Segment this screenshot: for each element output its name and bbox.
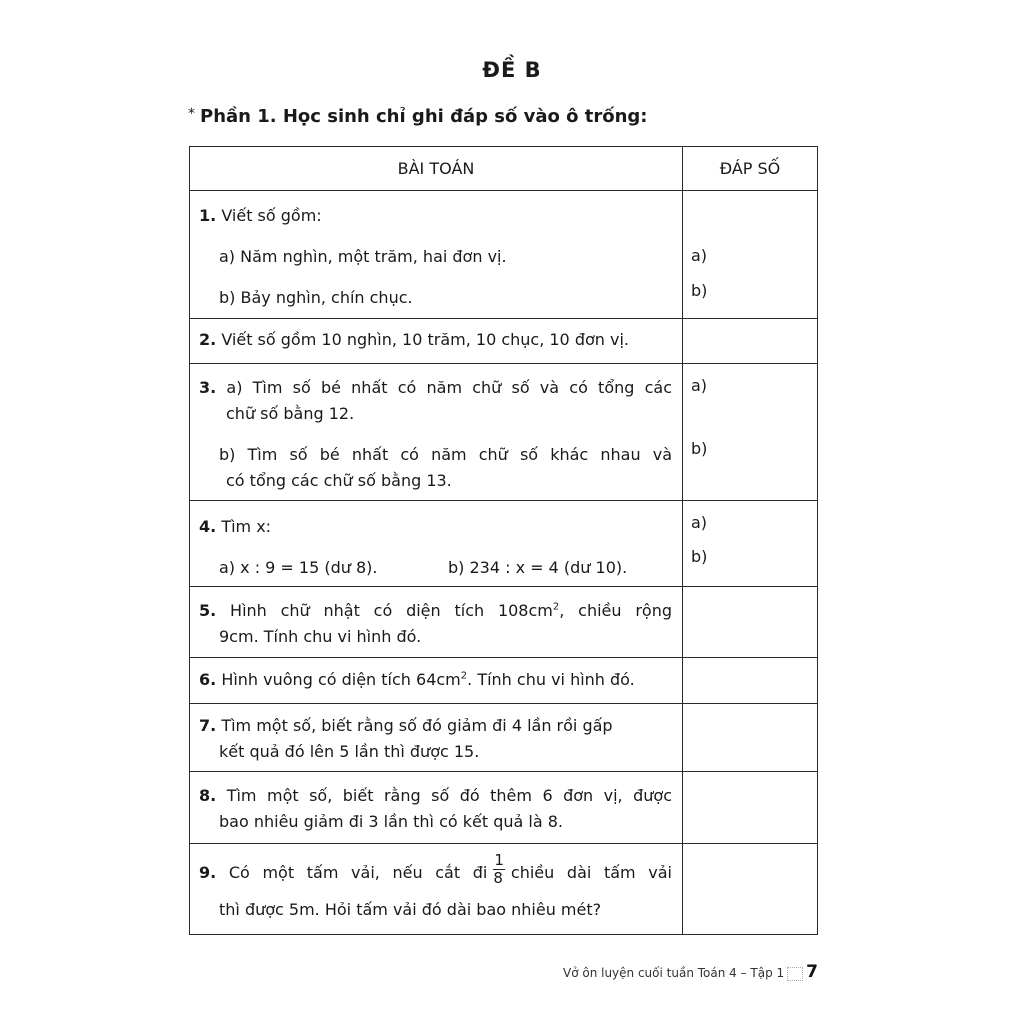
problem-part-a: a) Năm nghìn, một trăm, hai đơn vị.: [219, 247, 507, 266]
problem-text-line2: bao nhiêu giảm đi 3 lần thì có kết quả là 8.: [219, 812, 564, 831]
superscript: 2: [460, 670, 468, 682]
problem-5: [190, 587, 683, 658]
problem-number: 4.: [199, 517, 217, 536]
exam-table: [189, 146, 818, 935]
header-problem: BÀI TOÁN: [190, 147, 683, 191]
problem-text: Tìm một số, biết rằng số đó giảm đi 4 lần rồi gấp: [221, 716, 613, 735]
problem-text-cont: chiều dài tấm vải: [510, 863, 672, 882]
answer-cell-6[interactable]: [683, 658, 818, 704]
problem-6: [190, 658, 683, 704]
problem-text: Hình chữ nhật có diện tích 108cm: [230, 601, 553, 620]
table-row: [190, 844, 818, 935]
table-row: [190, 704, 818, 772]
table-row: [190, 364, 818, 501]
answer-label-b: b): [691, 281, 708, 300]
problem-text-cont: , chiều rộng: [559, 601, 672, 620]
problem-3: [190, 364, 683, 501]
fraction: [493, 852, 505, 887]
answer-cell-9[interactable]: [683, 844, 818, 935]
problem-text: Tìm một số, biết rằng số đó thêm 6 đơn vị, được: [226, 786, 672, 805]
answer-label-a: a): [691, 246, 708, 265]
problem-part-b: b) Tìm số bé nhất có năm chữ số khác nhau và: [219, 445, 672, 464]
asterisk: *: [188, 106, 195, 122]
instruction: [188, 106, 648, 127]
problem-7: [190, 704, 683, 772]
book-title: Vở ôn luyện cuối tuần Toán 4 – Tập 1: [562, 966, 785, 980]
fraction-denominator: 8: [493, 869, 503, 887]
answer-label-a: a): [691, 376, 708, 395]
problem-text-line2: 9cm. Tính chu vi hình đó.: [219, 627, 422, 646]
problem-number: 8.: [199, 786, 217, 805]
answer-label-b: b): [691, 547, 708, 566]
problem-1: [190, 191, 683, 319]
answer-cell-7[interactable]: [683, 704, 818, 772]
problem-part-b: b) Bảy nghìn, chín chục.: [219, 288, 413, 307]
answer-cell-5[interactable]: [683, 587, 818, 658]
answer-label-a: a): [691, 513, 708, 532]
problem-text: Tìm x:: [221, 517, 272, 536]
table-row: [190, 772, 818, 844]
problem-number: 3.: [199, 378, 217, 397]
page-title: ĐỀ B: [482, 58, 542, 82]
problem-number: 2.: [199, 330, 217, 349]
problem-text-cont: . Tính chu vi hình đó.: [467, 670, 635, 689]
instruction-text: Phần 1. Học sinh chỉ ghi đáp số vào ô trống:: [200, 106, 648, 127]
fraction-numerator: 1: [494, 851, 504, 869]
problem-text: Viết số gồm 10 nghìn, 10 trăm, 10 chục, 10 đơn vị.: [221, 330, 629, 349]
table-row: [190, 191, 818, 319]
table-row: [190, 658, 818, 704]
superscript: 2: [552, 601, 560, 613]
answer-cell-1[interactable]: [683, 191, 818, 319]
problem-part-b: b) 234 : x = 4 (dư 10).: [448, 558, 628, 577]
problem-9: [190, 844, 683, 935]
problem-number: 6.: [199, 670, 217, 689]
answer-cell-4[interactable]: [683, 501, 818, 587]
problem-number: 1.: [199, 206, 217, 225]
footer: [560, 962, 818, 982]
problem-8: [190, 772, 683, 844]
answer-cell-2[interactable]: [683, 319, 818, 364]
problem-text: Hình vuông có diện tích 64cm: [221, 670, 461, 689]
answer-label-b: b): [691, 439, 708, 458]
problem-2: [190, 319, 683, 364]
page-number: 7: [806, 962, 818, 982]
problem-4: [190, 501, 683, 587]
header-answer: ĐÁP SỐ: [683, 147, 818, 191]
problem-text: Viết số gồm:: [221, 206, 322, 225]
problem-part-a-cont: chữ số bằng 12.: [226, 404, 355, 423]
problem-part-a: a) x : 9 = 15 (dư 8).: [219, 558, 378, 577]
table-row: [190, 587, 818, 658]
table-header-row: [190, 147, 818, 191]
table-row: [190, 319, 818, 364]
problem-part-a: a) Tìm số bé nhất có năm chữ số và có tổng các: [226, 378, 672, 397]
decorative-ornament-icon: [787, 967, 803, 981]
answer-cell-3[interactable]: [683, 364, 818, 501]
problem-number: 7.: [199, 716, 217, 735]
problem-part-b-cont: có tổng các chữ số bằng 13.: [226, 471, 452, 490]
problem-text-line2: thì được 5m. Hỏi tấm vải đó dài bao nhiêu mét?: [219, 900, 602, 919]
answer-cell-8[interactable]: [683, 772, 818, 844]
table-row: [190, 501, 818, 587]
problem-number: 9.: [199, 863, 217, 882]
problem-text: Có một tấm vải, nếu cắt đi: [228, 863, 488, 882]
problem-text-line2: kết quả đó lên 5 lần thì được 15.: [219, 742, 480, 761]
problem-number: 5.: [199, 601, 217, 620]
